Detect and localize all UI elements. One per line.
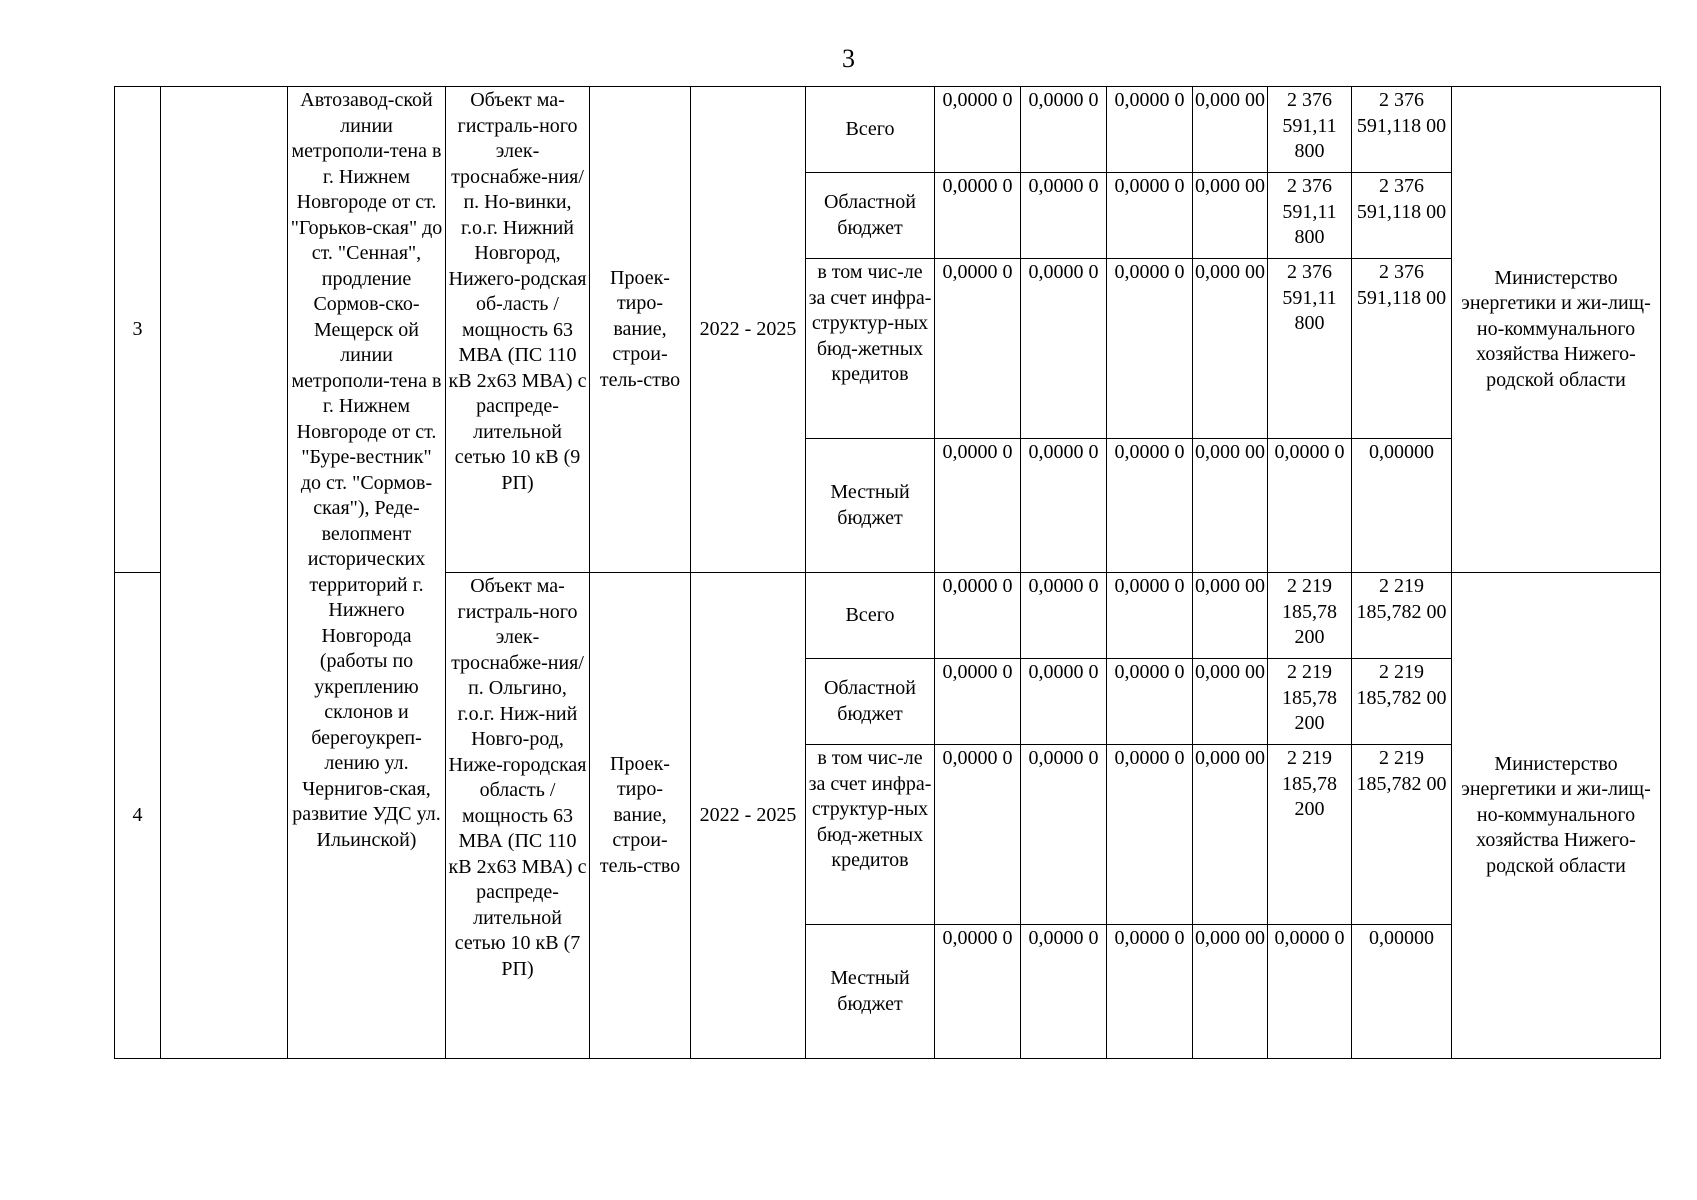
source-label: Местный бюджет bbox=[806, 925, 935, 1059]
empty-cell bbox=[161, 87, 288, 1059]
responsible-cell: Министерство энергетики и жи-лищ-но-коммунального хозяйства Нижего-родской области bbox=[1452, 573, 1661, 1059]
value-cell: 2 219 185,782 00 bbox=[1352, 573, 1452, 659]
value-cell: 0,00000 bbox=[1352, 439, 1452, 573]
value-cell: 0,0000 0 bbox=[1107, 745, 1193, 925]
value-cell: 0,0000 0 bbox=[935, 173, 1021, 259]
value-cell: 0,000 00 bbox=[1193, 659, 1268, 745]
value-cell: 0,0000 0 bbox=[935, 259, 1021, 439]
source-label: в том чис-ле за счет инфра-структур-ных бюд-жетных кредитов bbox=[806, 745, 935, 925]
value-cell: 2 376 591,118 00 bbox=[1352, 87, 1452, 173]
value-cell: 0,000 00 bbox=[1193, 87, 1268, 173]
value-cell: 2 219 185,78 200 bbox=[1268, 745, 1352, 925]
value-cell: 0,0000 0 bbox=[1268, 439, 1352, 573]
budget-table bbox=[114, 86, 1661, 1059]
value-cell: 0,000 00 bbox=[1193, 259, 1268, 439]
value-cell: 0,0000 0 bbox=[1021, 745, 1107, 925]
object-cell: Объект ма-гистраль-ного элек-троснабже-ния/ п. Ольгино, г.о.г. Ниж-ний Новго-род, Ниже-городская область / мощность 63 МВА (ПС 110 кВ 2х63 МВА) с распреде-лительной сетью 10 кВ (7 РП) bbox=[446, 573, 590, 1059]
period-cell: 2022 - 2025 bbox=[691, 87, 806, 573]
value-cell: 2 376 591,11 800 bbox=[1268, 259, 1352, 439]
value-cell: 0,0000 0 bbox=[935, 925, 1021, 1059]
value-cell: 0,0000 0 bbox=[1021, 439, 1107, 573]
value-cell: 0,0000 0 bbox=[1107, 573, 1193, 659]
value-cell: 0,0000 0 bbox=[1107, 659, 1193, 745]
object-cell: Объект ма-гистраль-ного элек-троснабже-ния/ п. Но-винки, г.о.г. Нижний Новгород, Нижего-родская об-ласть / мощность 63 МВА (ПС 110 кВ 2х63 МВА) с распреде-лительной сетью 10 кВ (9 РП) bbox=[446, 87, 590, 573]
value-cell: 0,0000 0 bbox=[935, 439, 1021, 573]
source-label: Областной бюджет bbox=[806, 659, 935, 745]
shared-name-cell: Автозавод-ской линии метрополи-тена в г. Нижнем Новгороде от ст. "Горьков-ская" до ст. "Сенная", продление Сормов-ско-Мещерск ой линии метрополи-тена в г. Нижнем Новгороде от ст. "Буре-вестник" до ст. "Сормов-ская"), Реде-велопмент исторических территорий г. Нижнего Новгорода (работы по укреплению склонов и берегоукреп-лению ул. Чернигов-ская, развитие УДС ул. Ильинской) bbox=[288, 87, 446, 1059]
value-cell: 2 219 185,78 200 bbox=[1268, 659, 1352, 745]
table-row bbox=[115, 87, 1661, 173]
value-cell: 0,0000 0 bbox=[1107, 87, 1193, 173]
source-label: Местный бюджет bbox=[806, 439, 935, 573]
value-cell: 2 219 185,782 00 bbox=[1352, 659, 1452, 745]
page-number: 3 bbox=[842, 44, 855, 73]
value-cell: 0,0000 0 bbox=[1021, 573, 1107, 659]
value-cell: 0,000 00 bbox=[1193, 925, 1268, 1059]
value-cell: 0,0000 0 bbox=[1021, 259, 1107, 439]
value-cell: 0,0000 0 bbox=[935, 573, 1021, 659]
value-cell: 0,000 00 bbox=[1193, 173, 1268, 259]
value-cell: 0,0000 0 bbox=[1021, 173, 1107, 259]
value-cell: 0,0000 0 bbox=[935, 745, 1021, 925]
source-label: Всего bbox=[806, 87, 935, 173]
value-cell: 2 219 185,782 00 bbox=[1352, 745, 1452, 925]
value-cell: 0,0000 0 bbox=[935, 659, 1021, 745]
value-cell: 2 376 591,11 800 bbox=[1268, 87, 1352, 173]
value-cell: 0,0000 0 bbox=[1268, 925, 1352, 1059]
value-cell: 0,000 00 bbox=[1193, 439, 1268, 573]
value-cell: 0,0000 0 bbox=[1107, 173, 1193, 259]
row-number: 3 bbox=[115, 87, 161, 573]
period-cell: 2022 - 2025 bbox=[691, 573, 806, 1059]
work-type-cell: Проек-тиро-вание, строи-тель-ство bbox=[590, 573, 691, 1059]
value-cell: 0,0000 0 bbox=[1021, 87, 1107, 173]
value-cell: 0,0000 0 bbox=[1021, 659, 1107, 745]
value-cell: 0,0000 0 bbox=[1107, 925, 1193, 1059]
value-cell: 0,0000 0 bbox=[1021, 925, 1107, 1059]
value-cell: 0,0000 0 bbox=[1107, 259, 1193, 439]
value-cell: 2 219 185,78 200 bbox=[1268, 573, 1352, 659]
value-cell: 0,0000 0 bbox=[1107, 439, 1193, 573]
value-cell: 0,000 00 bbox=[1193, 573, 1268, 659]
source-label: Областной бюджет bbox=[806, 173, 935, 259]
responsible-cell: Министерство энергетики и жи-лищ-но-коммунального хозяйства Нижего-родской области bbox=[1452, 87, 1661, 573]
source-label: Всего bbox=[806, 573, 935, 659]
source-label: в том чис-ле за счет инфра-структур-ных бюд-жетных кредитов bbox=[806, 259, 935, 439]
value-cell: 0,00000 bbox=[1352, 925, 1452, 1059]
value-cell: 2 376 591,118 00 bbox=[1352, 173, 1452, 259]
value-cell: 0,000 00 bbox=[1193, 745, 1268, 925]
row-number: 4 bbox=[115, 573, 161, 1059]
work-type-cell: Проек-тиро-вание, строи-тель-ство bbox=[590, 87, 691, 573]
value-cell: 2 376 591,11 800 bbox=[1268, 173, 1352, 259]
value-cell: 0,0000 0 bbox=[935, 87, 1021, 173]
value-cell: 2 376 591,118 00 bbox=[1352, 259, 1452, 439]
